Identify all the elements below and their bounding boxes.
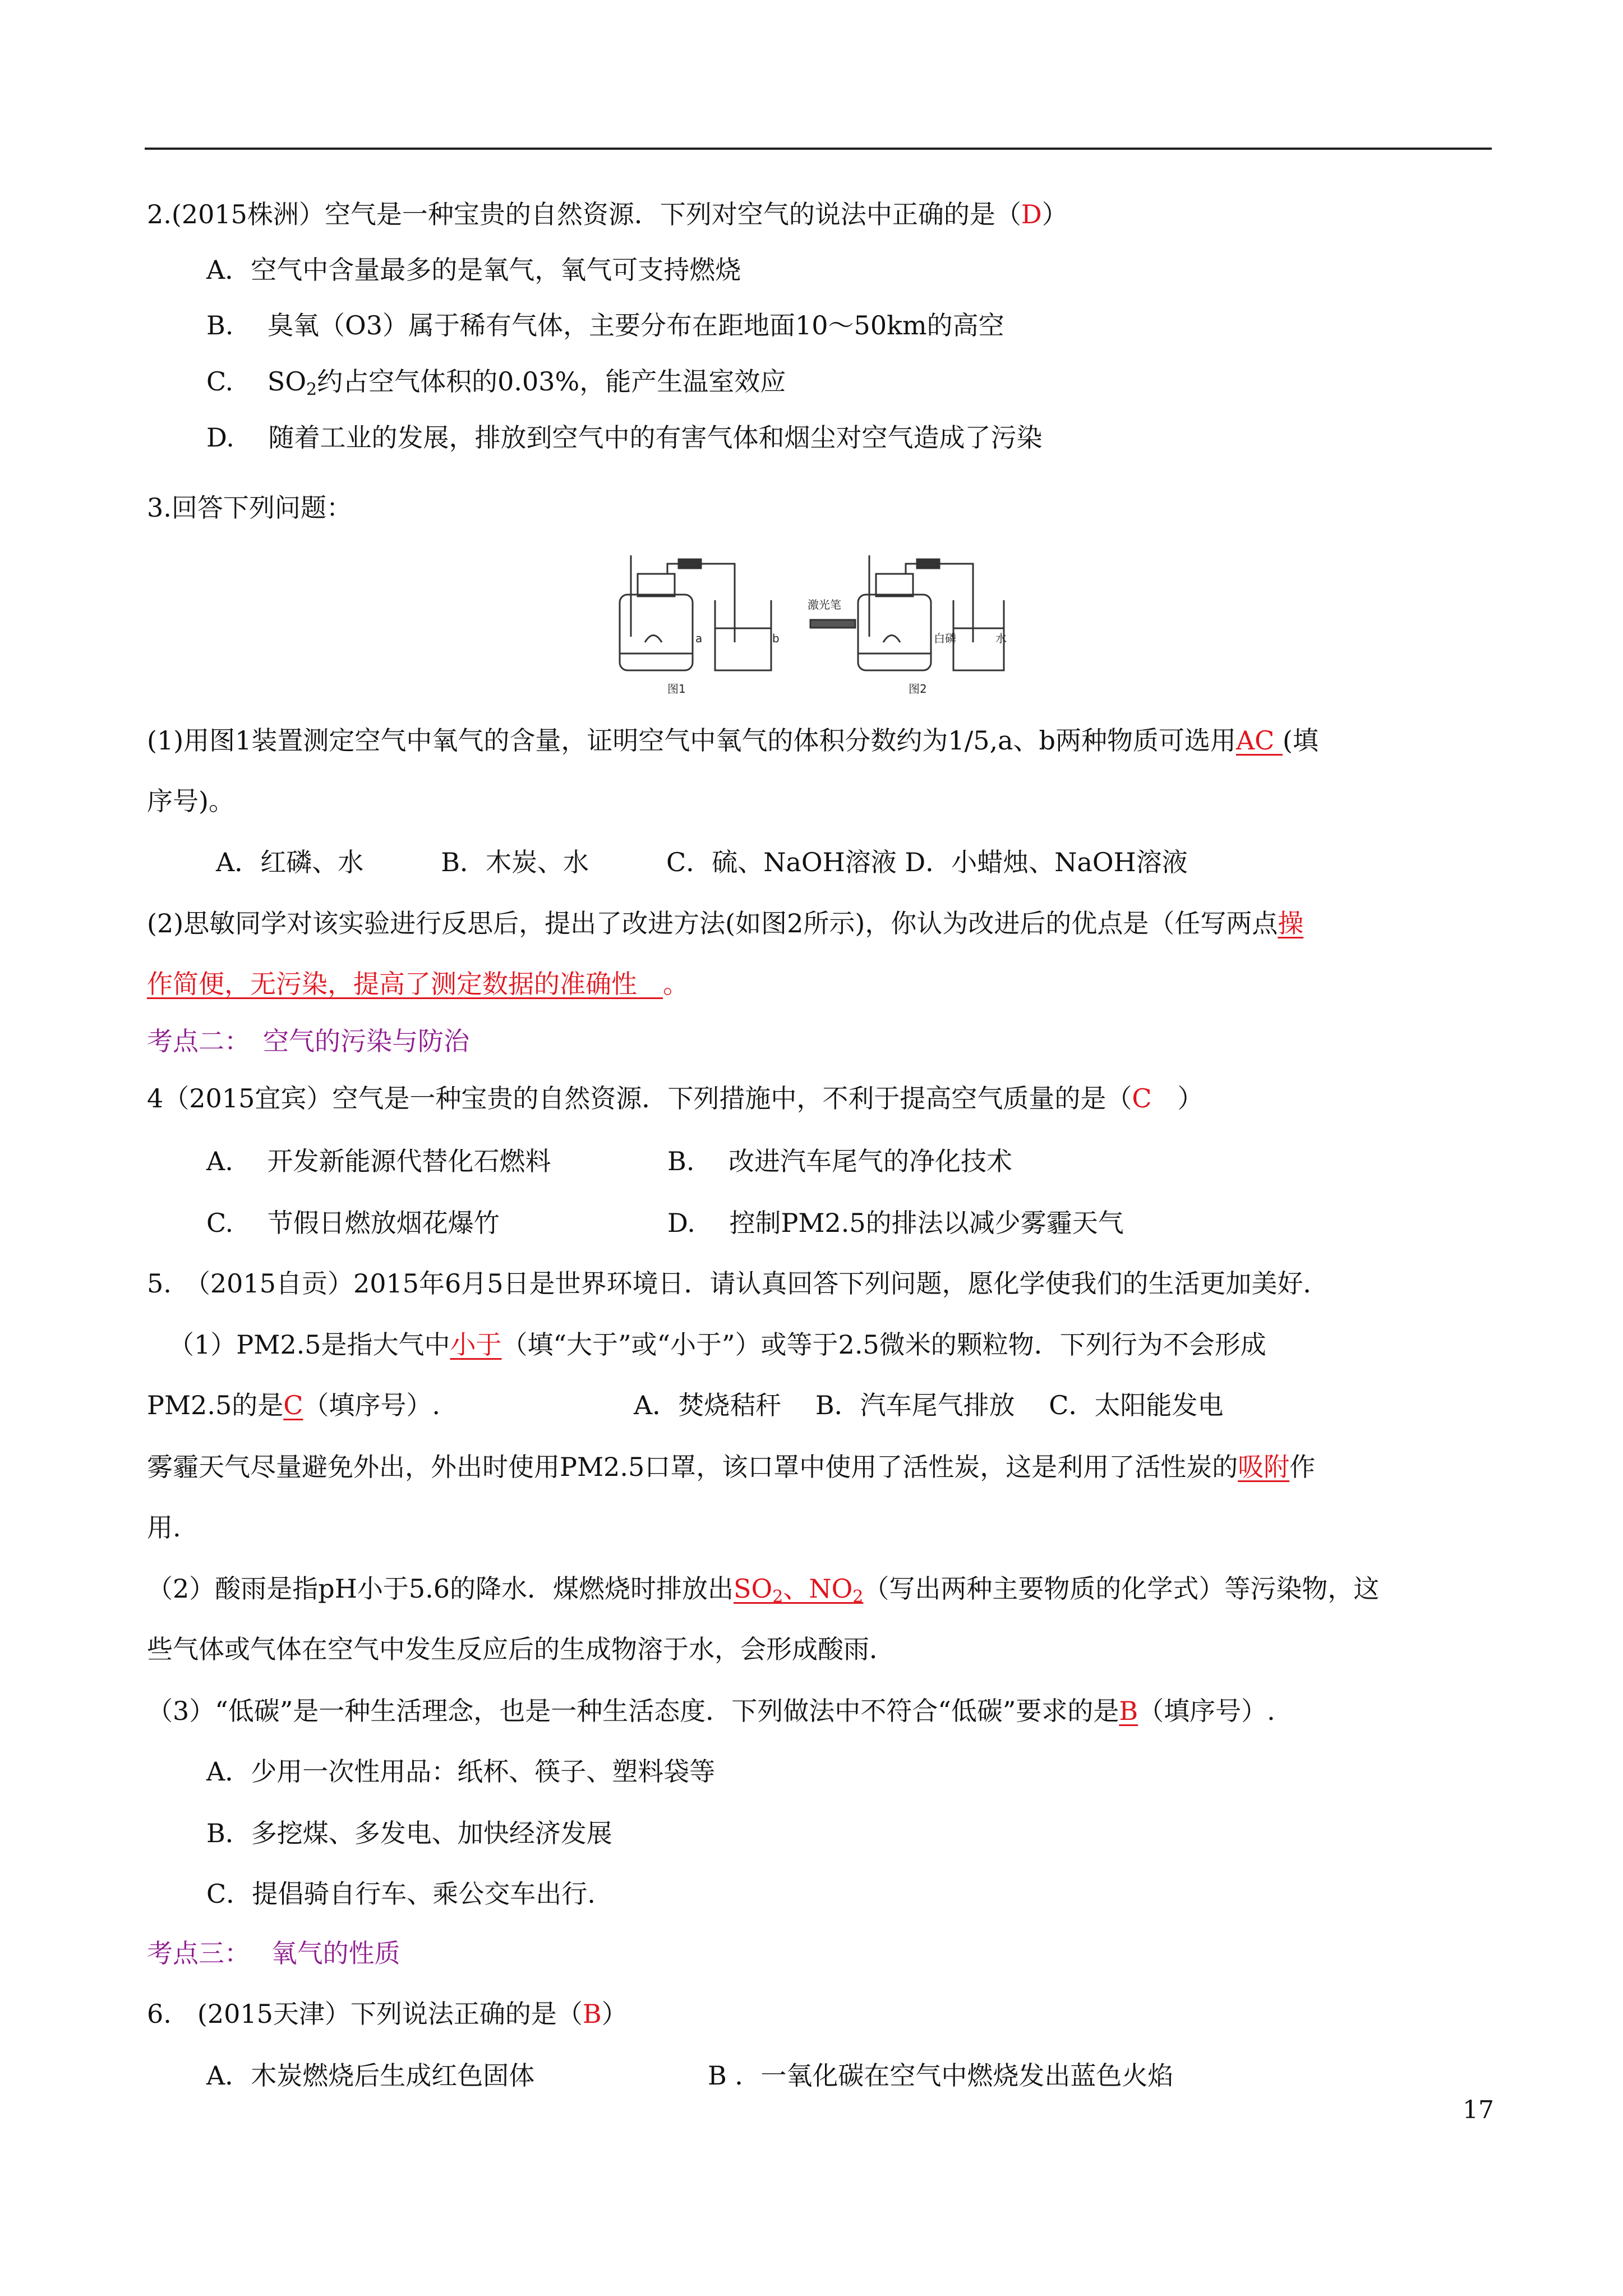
q3-part2: (2)思敏同学对该实验进行反思后，提出了改进方法(如图2所示)，你认为改进后的优点是（任写两点操 xyxy=(147,908,1304,938)
q6-answer: B xyxy=(582,1999,602,2029)
q5-option-b: B．多挖煤、多发电、加快经济发展 xyxy=(206,1818,612,1848)
q4-stem: 4（2015宜宾）空气是一种宝贵的自然资源．下列措施中，不利于提高空气质量的是（C ） xyxy=(147,1083,1204,1114)
q3-part1-line2: 序号)。 xyxy=(147,786,234,816)
page-number: 17 xyxy=(1463,2096,1494,2124)
fig1-tube xyxy=(667,564,735,642)
q2-stem: 2.(2015株洲）空气是一种宝贵的自然资源．下列对空气的说法中正确的是（D） xyxy=(147,199,1068,229)
q5-part1: （1）PM2.5是指大气中小于（填“大于”或“小于”）或等于2.5微米的颗粒物．下列行为不会形成 xyxy=(168,1329,1266,1360)
fig2-stopper xyxy=(876,574,913,596)
fig1-stopper xyxy=(638,574,675,596)
q2-option-c: C. $SO_2$约占空气体积的0.03%，能产生温室效应 xyxy=(206,366,786,399)
q5-part2b: 些气体或气体在空气中发生反应后的生成物溶于水，会形成酸雨． xyxy=(147,1634,895,1664)
fig1-clamp xyxy=(679,559,701,568)
q5-part1c-answer: 吸附 xyxy=(1238,1452,1290,1482)
q3-part2-line2: 作简便，无污染，提高了测定数据的准确性 。 xyxy=(147,969,689,999)
experiment-figure xyxy=(608,553,1007,701)
fig2-clamp xyxy=(917,559,939,568)
fig1-label-b: b xyxy=(772,632,780,645)
q6-stem: 6. (2015天津）下列说法正确的是（B） xyxy=(147,1999,628,2029)
fig1-spoon xyxy=(645,636,662,643)
q5-part1b-options: A．焚烧秸秆 B．汽车尾气排放 C．太阳能发电 xyxy=(634,1390,1224,1420)
fig2-label-laser: 激光笔 xyxy=(808,598,841,611)
q5-stem: 5. （2015自贡）2015年6月5日是世界环境日．请认真回答下列问题，愿化学使我们的生活更加美好． xyxy=(147,1268,1329,1299)
q3-part2-answer-start: 操 xyxy=(1278,908,1304,938)
q5-option-c: C．提倡骑自行车、乘公交车出行. xyxy=(206,1879,596,1909)
section-heading-3: 考点三： 氧气的性质 xyxy=(147,1938,400,1968)
q5-part1b-answer: C xyxy=(283,1390,303,1420)
q3-title: 3.回答下列问题： xyxy=(147,493,352,523)
fig1-label-a: a xyxy=(695,632,703,645)
q4-option-c: C. 节假日燃放烟花爆竹 xyxy=(206,1208,500,1238)
q5-part3: （3）“低碳”是一种生活理念，也是一种生活态度．下列做法中不符合“低碳”要求的是B（填序号）. xyxy=(147,1696,1275,1726)
q2-option-b: B. 臭氧（O3）属于稀有气体，主要分布在距地面10～50km的高空 xyxy=(206,310,1004,341)
q2-option-a: A．空气中含量最多的是氧气，氧气可支持燃烧 xyxy=(206,255,741,285)
q5-part1d: 用. xyxy=(147,1512,181,1543)
q5-option-a: A．少用一次性用品：纸杯、筷子、塑料袋等 xyxy=(206,1756,716,1787)
fig1-beaker xyxy=(715,600,771,670)
q5-part1-answer: 小于 xyxy=(450,1329,502,1360)
q6-option-a: A．木炭燃烧后生成红色固体 xyxy=(206,2060,535,2091)
q4-option-d: D. 控制PM2.5的排法以减少雾霾天气 xyxy=(667,1208,1124,1238)
q3-part2-answer: 作简便，无污染，提高了测定数据的准确性 xyxy=(147,969,663,999)
q5-part3-answer: B xyxy=(1119,1696,1138,1726)
fig2-caption: 图2 xyxy=(909,682,927,696)
q2-option-d: D. 随着工业的发展，排放到空气中的有害气体和烟尘对空气造成了污染 xyxy=(206,422,1043,453)
q4-option-a: A. 开发新能源代替化石燃料 xyxy=(206,1146,551,1176)
q5-part1b: PM2.5的是C（填序号）. xyxy=(147,1390,441,1420)
fig2-spoon xyxy=(883,636,900,643)
q5-part2-answer: $SO_2$、$NO_2$ xyxy=(733,1573,864,1607)
fig2-laser-pen xyxy=(810,620,855,628)
fig2-tube xyxy=(906,564,973,642)
q3-part1-answer: AC xyxy=(1235,725,1283,756)
q2-answer: D xyxy=(1021,199,1042,229)
section-heading-2: 考点二： 空气的污染与防治 xyxy=(147,1026,469,1056)
q4-option-b: B. 改进汽车尾气的净化技术 xyxy=(667,1146,1013,1176)
q5-part1c: 雾霾天气尽量避免外出，外出时使用PM2.5口罩，该口罩中使用了活性炭，这是利用了活性炭的吸附作 xyxy=(147,1452,1316,1482)
fig2-label-white-phosphorus: 白磷 xyxy=(934,632,956,645)
q3-part1: (1)用图1装置测定空气中氧气的含量，证明空气中氧气的体积分数约为1/5,a、b两种物质可选用AC (填 xyxy=(147,725,1318,756)
q6-option-b: B ．一氧化碳在空气中燃烧发出蓝色火焰 xyxy=(708,2060,1174,2091)
fig2-label-water: 水 xyxy=(995,632,1007,645)
q3-options: A．红磷、水 B．木炭、水 C．硫、NaOH溶液 D．小蜡烛、NaOH溶液 xyxy=(216,847,1188,877)
fig1-caption: 图1 xyxy=(667,682,686,696)
q4-answer: C xyxy=(1132,1083,1152,1114)
q5-part2: （2）酸雨是指pH小于5.6的降水．煤燃烧时排放出$SO_2$、$NO_2$（写出两种主要物质的化学式）等污染物，这 xyxy=(147,1573,1380,1607)
header-rule xyxy=(145,148,1492,150)
